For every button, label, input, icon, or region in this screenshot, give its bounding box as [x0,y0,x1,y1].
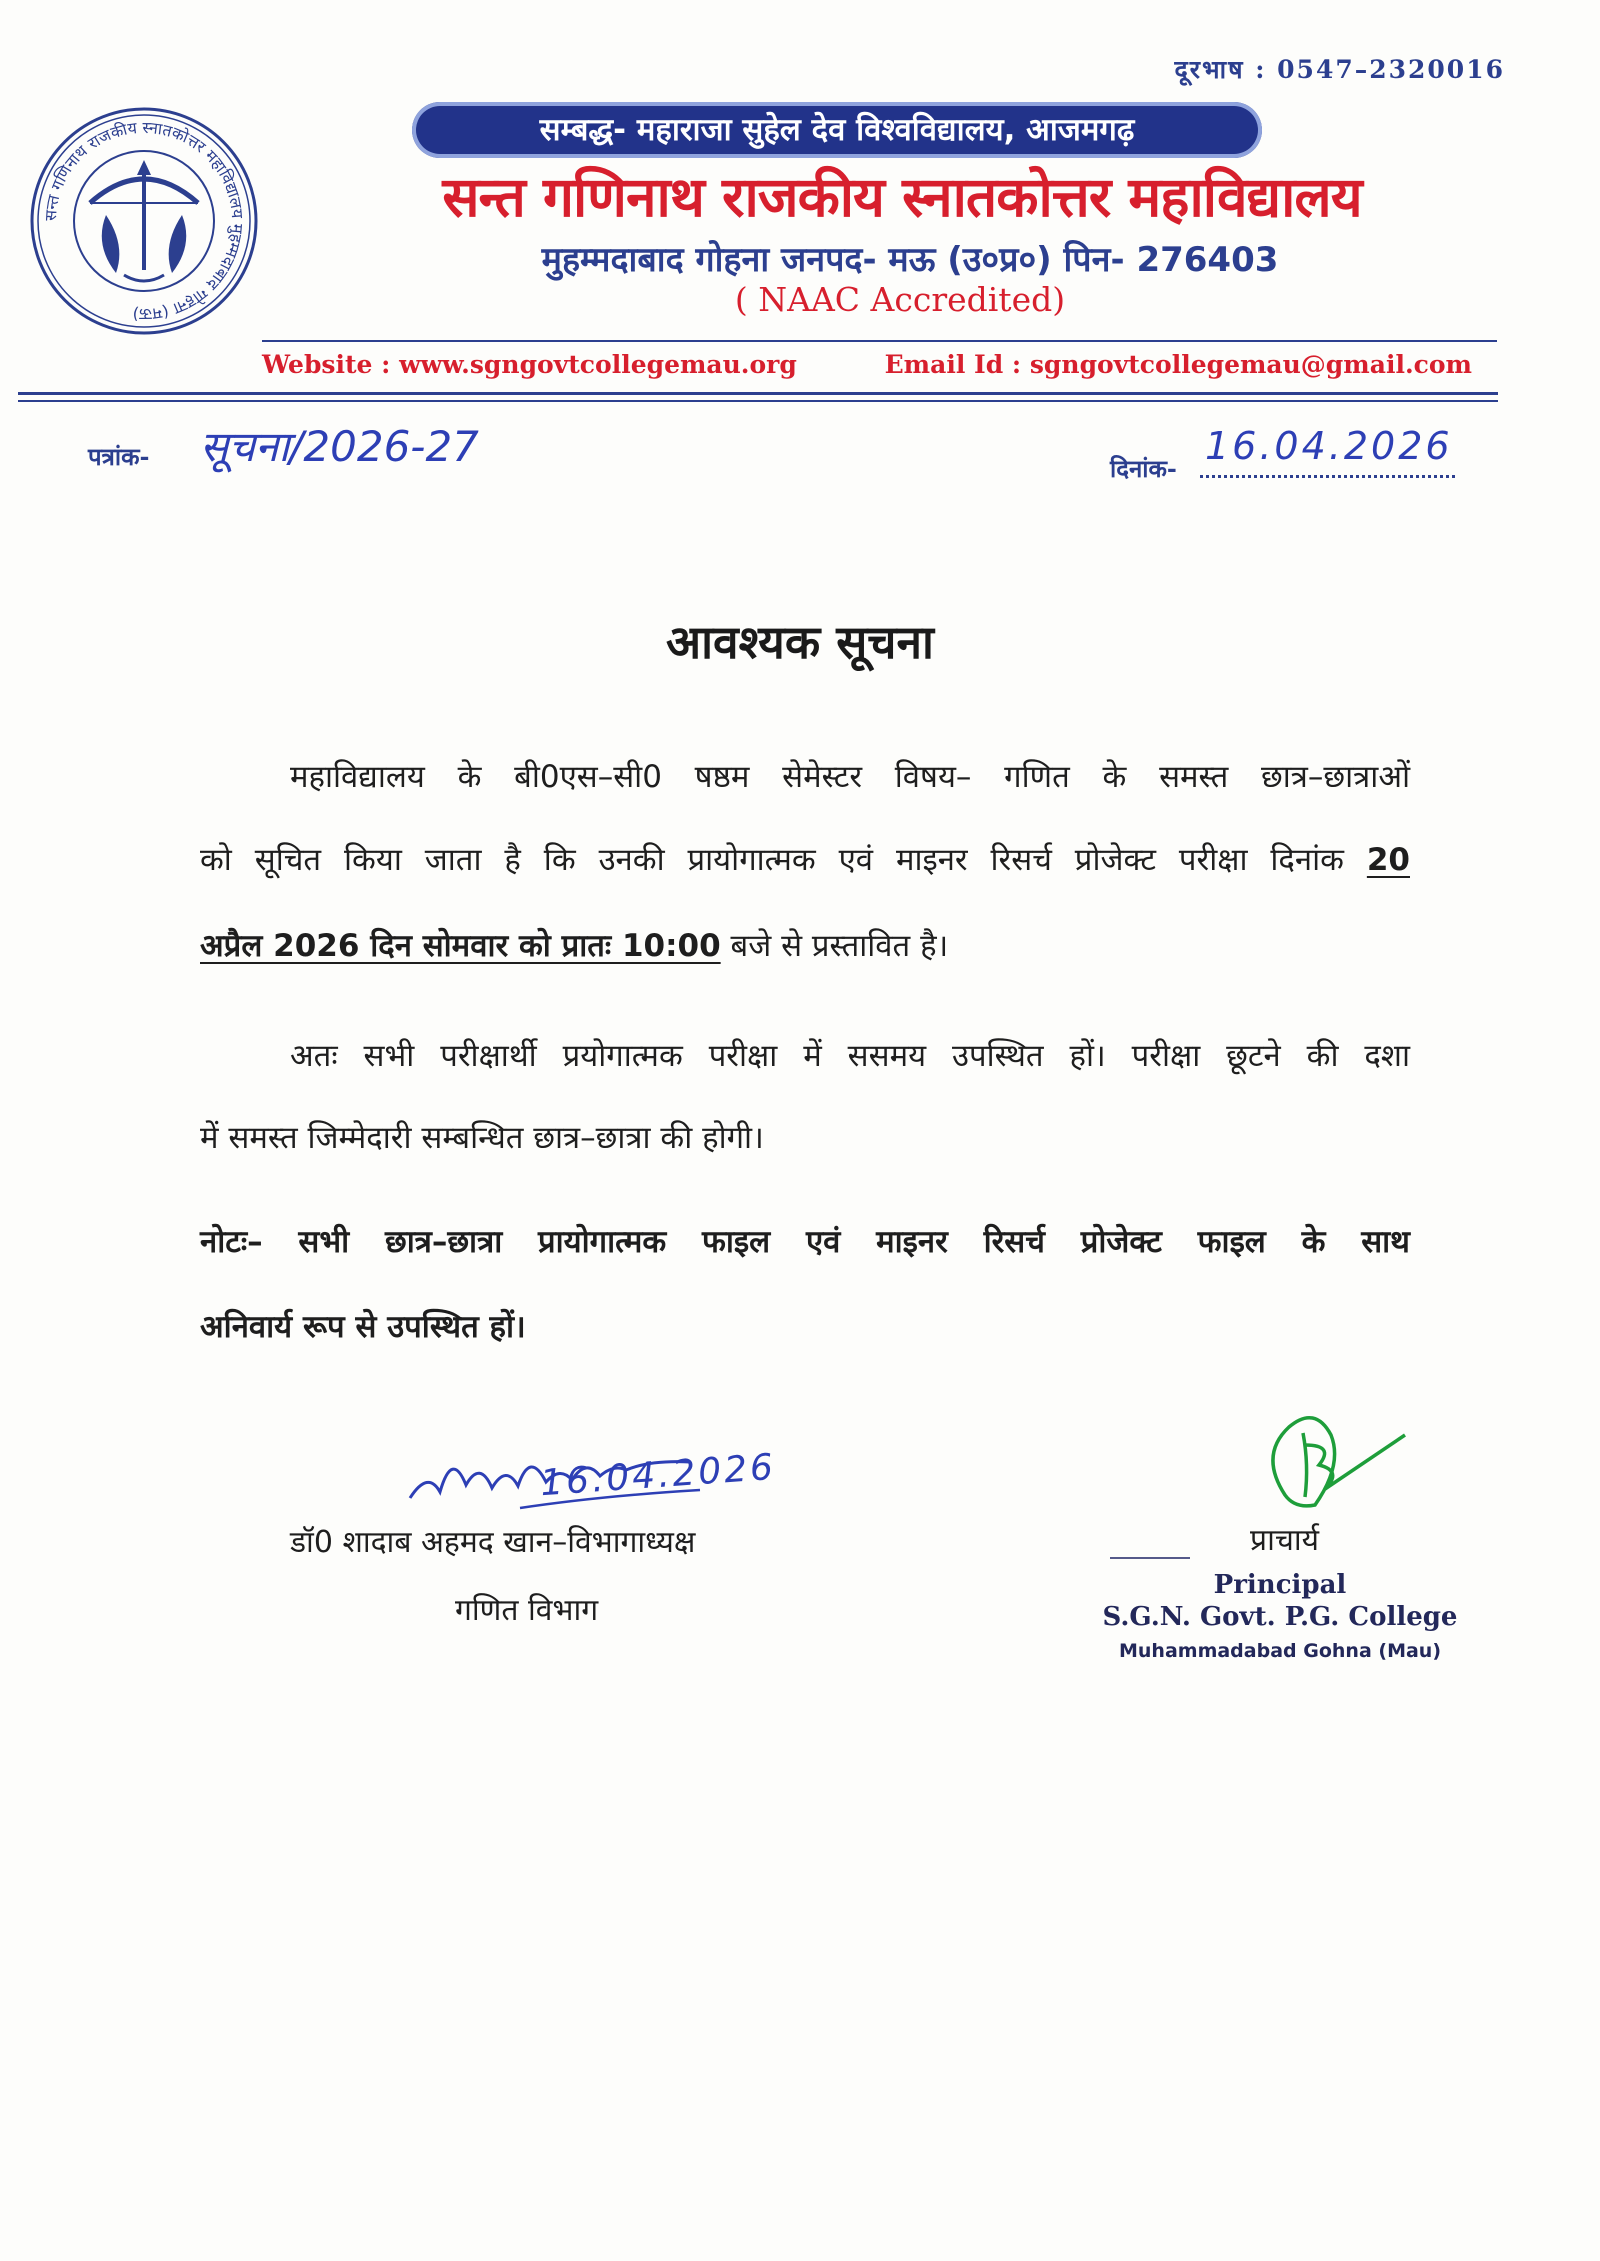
paragraph-1-line-2-text: को सूचित किया जाता है कि उनकी प्रायोगात्मक एवं माइनर रिसर्च प्रोजेक्ट परीक्षा दिनांक [200,842,1367,878]
reference-label: पत्रांक- [88,442,150,471]
note-line-2: अनिवार्य रूप से उपस्थित हों। [200,1309,526,1345]
paragraph-1-line-3-text: बजे से प्रस्तावित है। [720,928,949,964]
reference-number-handwritten: सूचना/2026-27 [200,422,479,471]
stamp-line [1110,1557,1190,1559]
paragraph-1-line-2 [200,838,1410,880]
hod-name: डॉ0 शादाब अहमद खान–विभागाध्यक्ष [290,1525,696,1560]
date-handwritten: 16.04.2026 [1205,424,1453,468]
date-dotted-line [1200,475,1455,478]
paragraph-2-line-2: में समस्त जिम्मेदारी सम्बन्धित छात्र–छात्रा की होगी। [200,1120,764,1156]
principal-signature [1255,1405,1415,1515]
paragraph-1-line-1: महाविद्यालय के बी0एस–सी0 षष्ठम सेमेस्टर विषय– गणित के समस्त छात्र–छात्राओं [290,759,1410,795]
college-address: मुहम्मदाबाद गोहना जनपद- मऊ (उ०प्र०) पिन- 276403 [541,240,1279,280]
paragraph-1-line-3 [200,924,1410,966]
accreditation-text: ( NAAC Accredited) [734,280,1066,319]
hod-signature-date: 16.04.2026 [538,1446,778,1505]
principal-stamp-place: Muhammadabad Gohna (Mau) [1118,1640,1442,1662]
principal-stamp-college: S.G.N. Govt. P.G. College [1102,1602,1458,1632]
college-name: सन्त गणिनाथ राजकीय स्नातकोत्तर महाविद्यालय [442,165,1362,229]
date-label: दिनांक- [1110,454,1177,483]
note-line-1: नोटः– सभी छात्र–छात्रा प्रायोगात्मक फाइल एवं माइनर रिसर्च प्रोजेक्ट फाइल के साथ [200,1224,1410,1260]
affiliation-banner: सम्बद्ध- महाराजा सुहेल देव विश्वविद्यालय, आजमगढ़ [412,102,1262,158]
hod-department: गणित विभाग [455,1593,599,1628]
principal-stamp-title: Principal [1213,1570,1347,1600]
email-text: Email Id : sgngovtcollegemau@gmail.com [884,350,1472,379]
website-text: Website : www.sgngovtcollegemau.org [262,350,797,379]
college-seal-logo [28,105,260,337]
header-divider [262,340,1497,342]
exam-date-time: अप्रैल 2026 दिन सोमवार को प्रातः 10:00 [200,928,721,964]
notice-title: आवश्यक सूचना [666,615,934,669]
paragraph-2-line-1: अतः सभी परीक्षार्थी प्रयोगात्मक परीक्षा में ससमय उपस्थित हों। परीक्षा छूटने की दशा [290,1038,1410,1074]
header-divider-double-top [18,392,1498,395]
exam-date-day: 20 [1366,842,1410,878]
seal-text: सन्त गणिनाथ राजकीय स्नातकोत्तर महाविद्यालय मुहम्मदाबाद गोहना (मऊ) [40,117,248,325]
principal-label: प्राचार्य [1250,1523,1320,1558]
phone-number: दूरभाष : 0547–2320016 [1174,55,1505,84]
header-divider-double-bottom [18,400,1498,402]
